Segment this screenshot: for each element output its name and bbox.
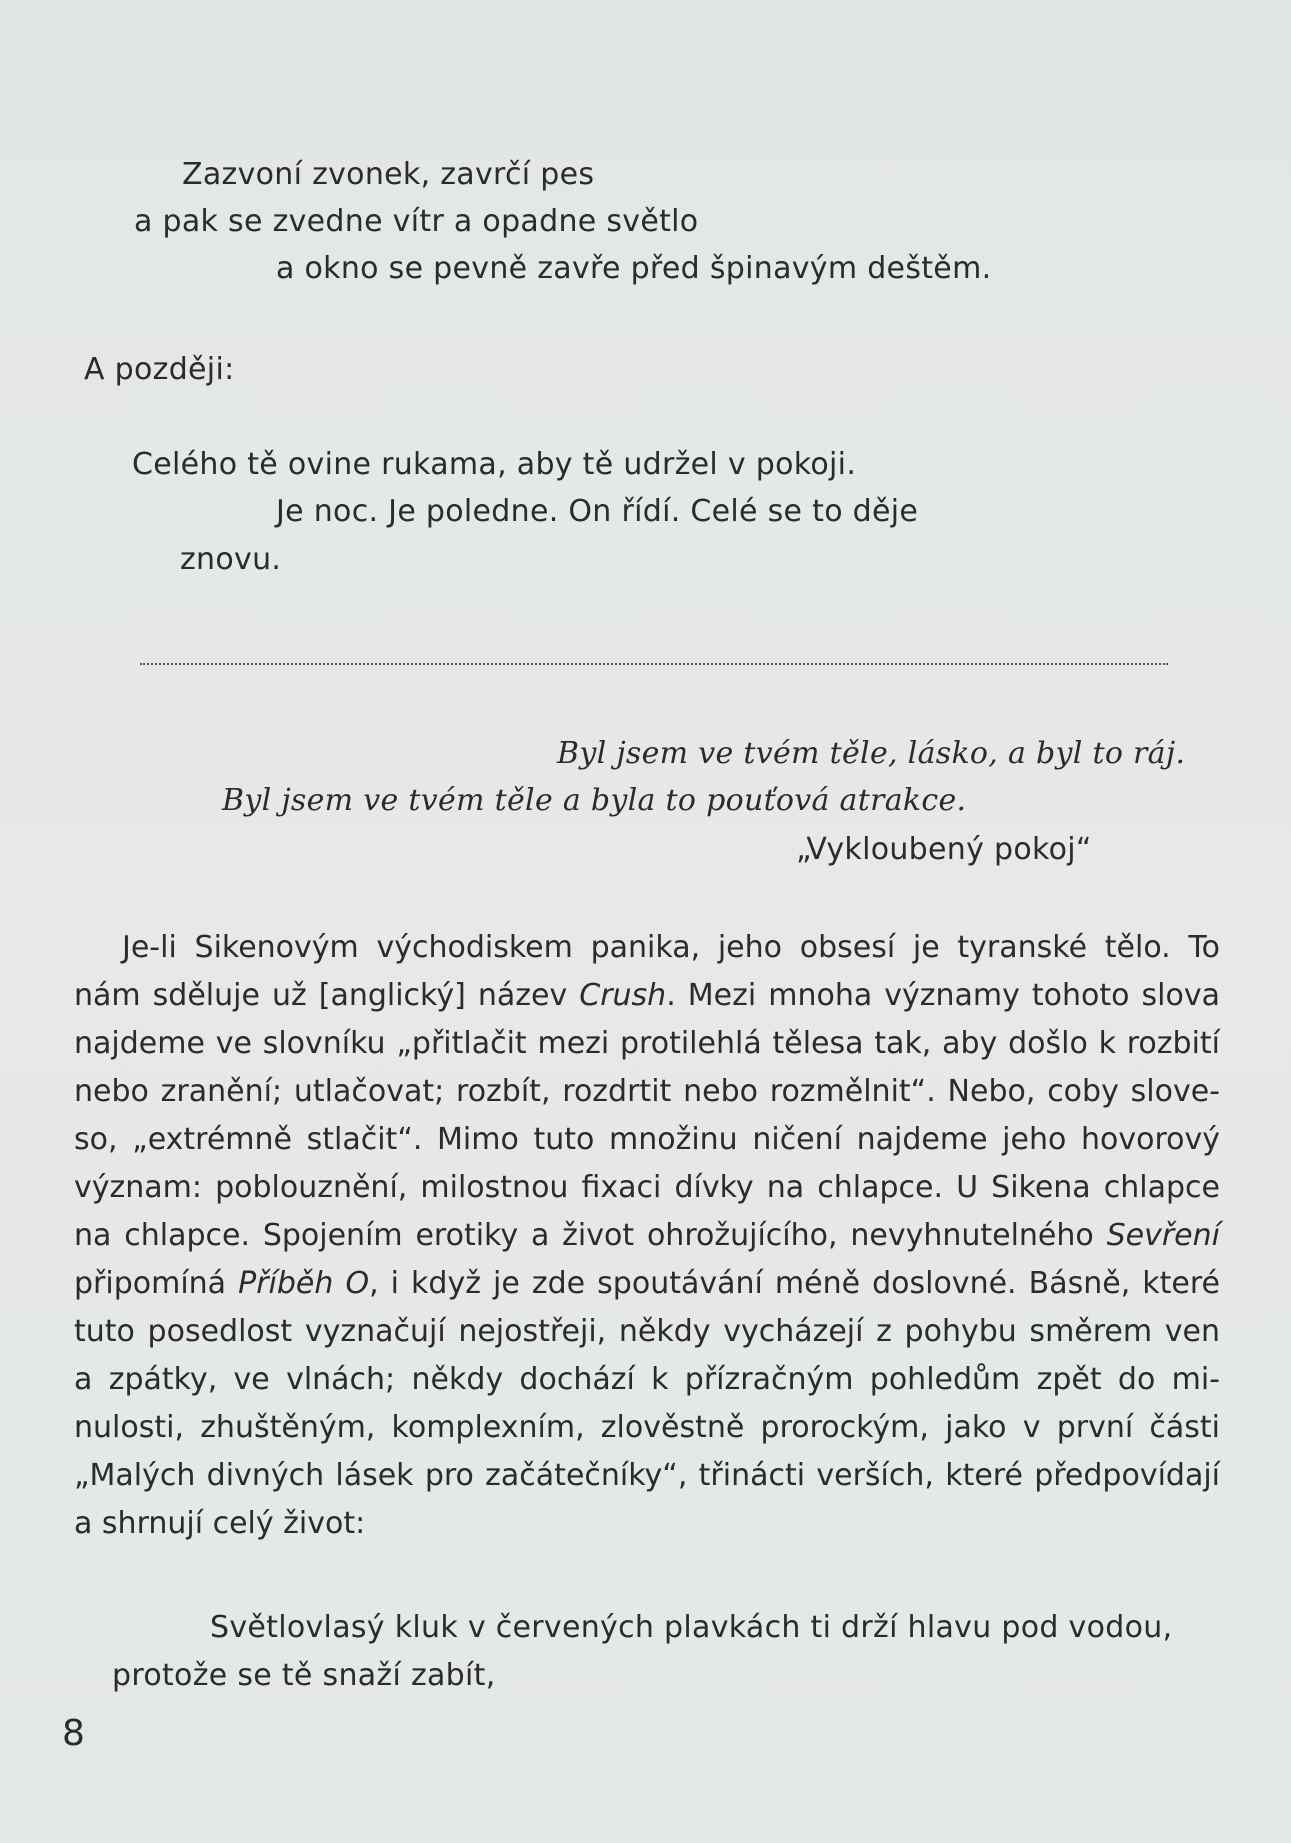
title-crush: Crush [579,978,667,1013]
page-number: 8 [62,1713,85,1754]
paragraph-line-8-text: připomíná [74,1266,239,1301]
paragraph-line-10: a zpátky, ve vlnách; někdy dochází k přízračným pohledům zpět do mi- [74,1362,1220,1397]
poem2-line2: Je noc. Je poledne. On řídí. Celé se to děje [276,494,919,529]
paragraph-line-1: Je-li Sikenovým východiskem panika, jeho obsesí je tyranské tělo. To [122,930,1220,965]
title-sevreni: Sevření [1106,1218,1220,1253]
paragraph-line-2-rest: . Mezi mnoha významy tohoto slova [666,978,1220,1013]
poem3-line1: Světlovlasý kluk v červených plavkách ti drží hlavu pod vodou, [210,1610,1173,1645]
poem1-line1: Zazvoní zvonek, zavrčí pes [182,157,595,192]
epigraph-line2: Byl jsem ve tvém těle a byla to pouťová atrakce. [222,783,967,818]
title-pribeh-o: Příběh O [238,1266,370,1301]
paragraph-line-7-text: na chlapce. Spojením erotiky a život ohrožujícího, nevyhnutelného [74,1218,1107,1253]
paragraph-line-8-rest: , i když je zde spoutávání méně doslovné. Básně, které [369,1266,1220,1301]
paragraph-line-7 [74,1218,1220,1254]
paragraph-line-13: a shrnují celý život: [74,1506,366,1541]
paragraph-line-5: so, „extrémně stlačit“. Mimo tuto množinu ničení najdeme jeho hovorový [74,1122,1220,1157]
paragraph-line-11: nulosti, zhuštěným, komplexním, zlověstně prorockým, jako v první části [74,1410,1220,1445]
poem1-line2: a pak se zvedne vítr a opadne světlo [134,204,699,239]
poem2-line3: znovu. [180,542,282,577]
paragraph-line-8 [74,1266,1220,1302]
paragraph-line-2-text: nám sděluje už [anglický] název [74,978,580,1013]
poem2-line1: Celého tě ovine rukama, aby tě udržel v pokoji. [132,447,857,482]
transition-text: A později: [84,352,235,387]
paragraph-line-9: tuto posedlost vyznačují nejostřeji, někdy vycházejí z pohybu směrem ven [74,1314,1220,1349]
epigraph-source: „Vykloubený pokoj“ [796,832,1092,867]
poem1-line3: a okno se pevně zavře před špinavým deštěm. [276,251,992,286]
dotted-separator [140,663,1168,665]
paragraph-line-3: najdeme ve slovníku „přitlačit mezi protilehlá tělesa tak, aby došlo k rozbití [74,1026,1220,1061]
epigraph-line1: Byl jsem ve tvém těle, lásko, a byl to ráj. [557,736,1186,771]
paragraph-line-6: význam: poblouznění, milostnou fixaci dívky na chlapce. U Sikena chlapce [74,1170,1220,1205]
paragraph-line-12: „Malých divných lásek pro začátečníky“, třinácti verších, které předpovídají [74,1458,1220,1493]
poem3-line2: protože se tě snaží zabít, [112,1658,496,1693]
paragraph-line-4: nebo zranění; utlačovat; rozbít, rozdrtit nebo rozmělnit“. Nebo, coby slove- [74,1074,1220,1109]
paragraph-line-2 [74,978,1220,1014]
